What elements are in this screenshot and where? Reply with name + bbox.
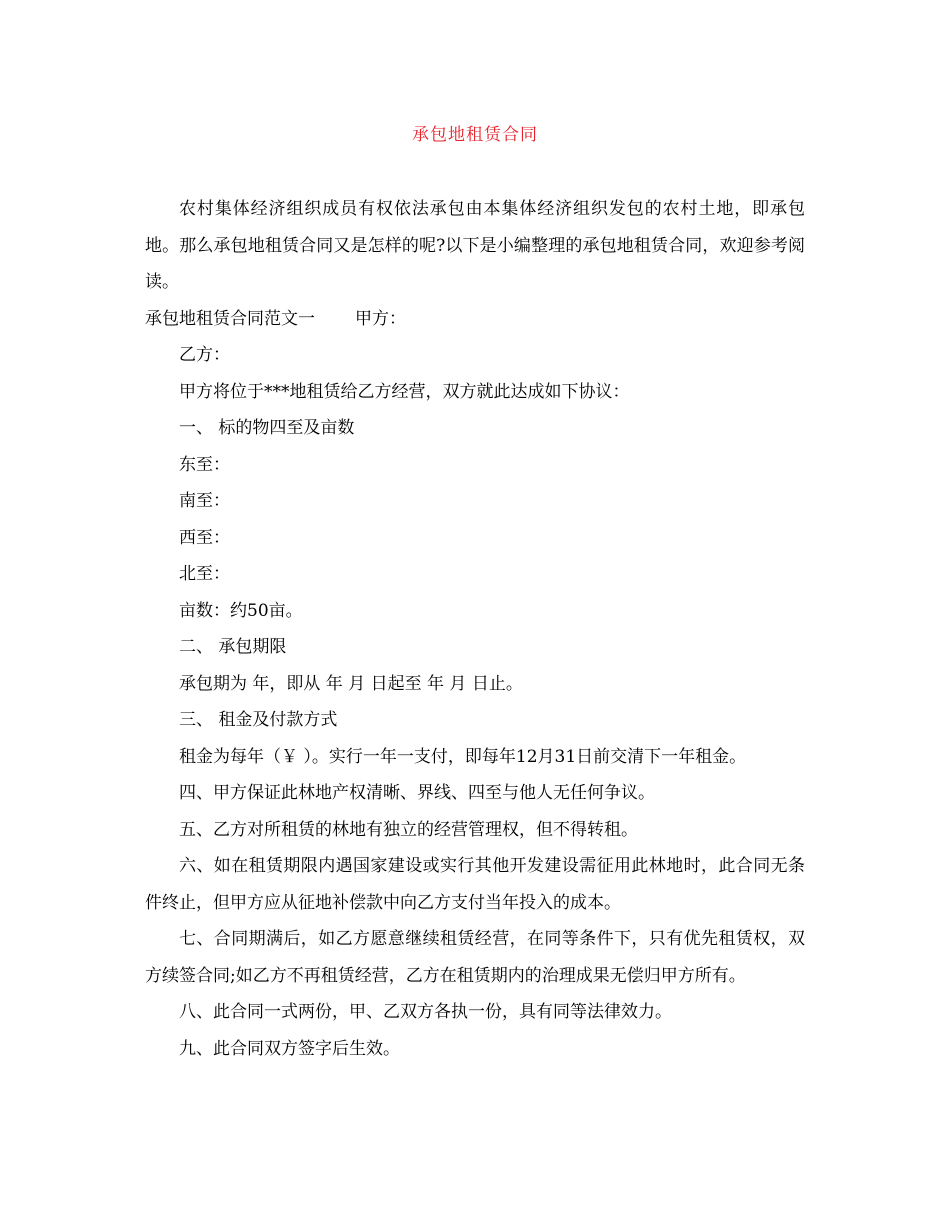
party-b-label: 乙方： [179, 345, 230, 365]
document-title: 承包地租赁合同 [412, 125, 538, 145]
clause-1-heading: 一、 标的物四至及亩数 [179, 418, 355, 438]
boundary-east: 东至： [179, 454, 230, 475]
clause-6: 六、如在租赁期限内遇国家建设或实行其他开发建设需征用此林地时，此合同无条件终止，但甲方应从征地补偿款中向乙方支付当年投入的成本。 [145, 856, 805, 913]
clause-9: 九、此合同双方签字后生效。 [179, 1038, 400, 1059]
clause-7: 七、合同期满后，如乙方愿意继续租赁经营，在同等条件下，只有优先租赁权，双方续签合同;如乙方不再租赁经营，乙方在租赁期内的治理成果无偿归甲方所有。 [145, 929, 805, 986]
boundary-west: 西至： [179, 527, 230, 548]
sample-heading: 承包地租赁合同范文一 [145, 308, 315, 329]
clause-8: 八、此合同一式两份，甲、乙双方各执一份，具有同等法律效力。 [179, 1002, 672, 1022]
sample-heading-line [145, 301, 805, 338]
term-line: 承包期为 年，即从 年 月 日起至 年 月 日止。 [179, 673, 523, 694]
party-a-label: 甲方： [355, 308, 406, 329]
clause-4: 四、甲方保证此林地产权清晰、界线、四至与他人无任何争议。 [179, 783, 655, 803]
area-line: 亩数：约50亩。 [179, 600, 303, 621]
clause-5: 五、乙方对所租赁的林地有独立的经营管理权，但不得转租。 [179, 819, 638, 840]
clause-3-heading: 三、 租金及付款方式 [179, 710, 338, 730]
clause-2-heading: 二、 承包期限 [179, 637, 287, 657]
rent-line: 租金为每年（￥ ）。实行一年一支付，即每年12月31日前交清下一年租金。 [179, 746, 747, 767]
intro-paragraph: 农村集体经济组织成员有权依法承包由本集体经济组织发包的农村土地，即承包地。那么承包地租赁合同又是怎样的呢?以下是小编整理的承包地租赁合同，欢迎参考阅读。 [145, 199, 805, 292]
boundary-south: 南至： [179, 491, 230, 511]
document-body [145, 191, 805, 1067]
boundary-north: 北至： [179, 564, 230, 584]
preamble-paragraph: 甲方将位于***地租赁给乙方经营，双方就此达成如下协议： [179, 381, 630, 402]
